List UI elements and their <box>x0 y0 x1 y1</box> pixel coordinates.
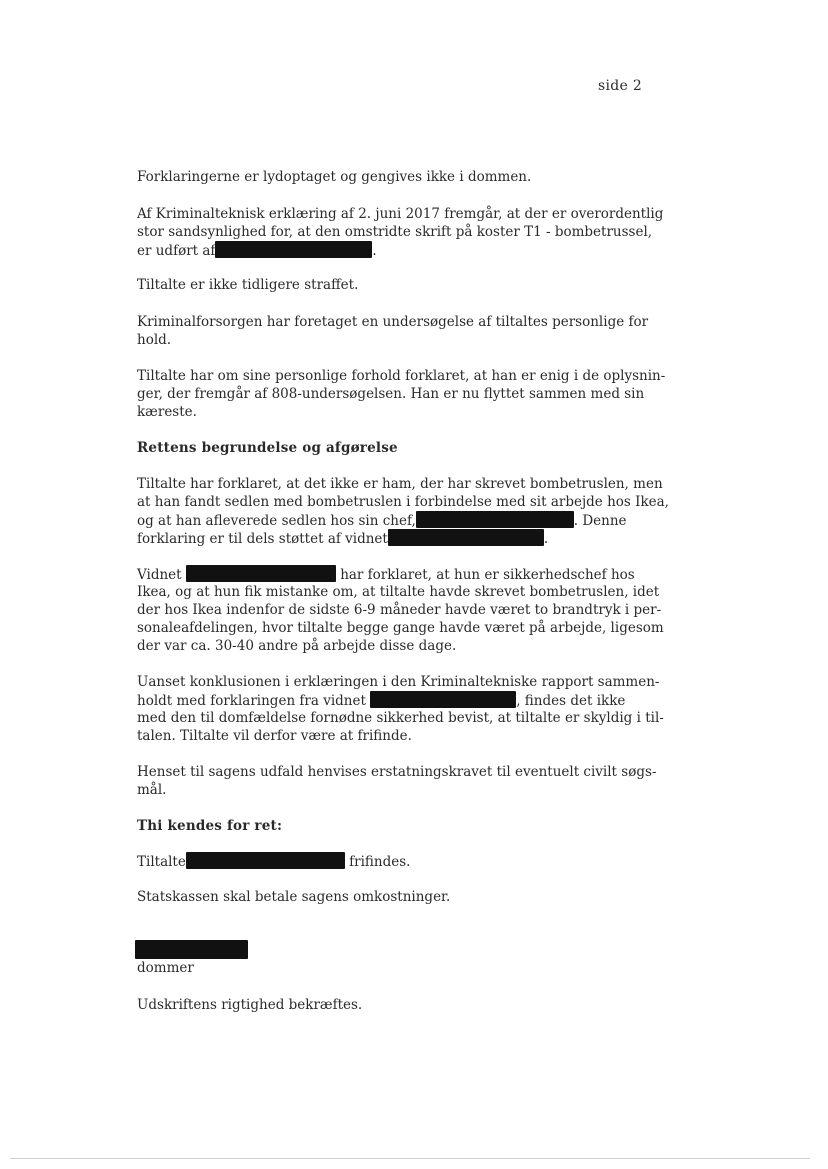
page-bottom-rule <box>10 1158 810 1159</box>
paragraph-personal-line-2: ger, der fremgår af 808-undersøgelsen. Han er nu flyttet sammen med sin <box>137 386 645 402</box>
text-segment: Tiltalte <box>137 854 186 870</box>
paragraph-probation-line-1: Kriminalforsorgen har foretaget en undersøgelse af tiltaltes personlige for <box>137 314 649 330</box>
text-segment: og at han afleverede sedlen hos sin chef, <box>137 513 416 529</box>
paragraph-probation-line-2: hold. <box>137 332 172 348</box>
section-heading-reasons: Rettens begrundelse og afgørelse <box>137 440 398 456</box>
paragraph-forensic-line-2: stor sandsynlighed for, at den omstridte skrift på koster T1 - bombetrussel, <box>137 224 653 240</box>
paragraph-conclusion-line-2 <box>137 691 625 710</box>
text-segment: holdt med forklaringen fra vidnet <box>137 693 366 709</box>
paragraph-forensic-line-3 <box>137 241 377 260</box>
paragraph-personal-line-3: kæreste. <box>137 404 197 420</box>
paragraph-compensation-line-1: Henset til sagens udfald henvises erstatningskravet til eventuelt civilt søgs- <box>137 764 657 780</box>
paragraph-acquittal <box>137 852 410 871</box>
redaction-bar <box>370 691 516 708</box>
paragraph-witness-line-5: der var ca. 30-40 andre på arbejde disse dage. <box>137 638 457 654</box>
text-segment: forklaring er til dels støttet af vidnet <box>137 531 388 547</box>
text-segment: . Denne <box>573 513 627 529</box>
text-segment: Vidnet <box>137 567 182 583</box>
text-segment: har forklaret, at hun er sikkerhedschef hos <box>340 567 635 583</box>
text-segment: , findes det ikke <box>516 693 626 709</box>
paragraph-compensation-line-2: mål. <box>137 782 167 798</box>
paragraph-defendant-line-4 <box>137 529 548 548</box>
paragraph-conclusion-line-1: Uanset konklusionen i erklæringen i den Kriminaltekniske rapport sammen- <box>137 674 660 690</box>
redaction-bar <box>186 565 336 582</box>
paragraph-conclusion-line-4: talen. Tiltalte vil derfor være at frifinde. <box>137 728 412 744</box>
page-number: side 2 <box>598 78 643 94</box>
signature-redaction-bar <box>135 940 248 959</box>
paragraph-defendant-line-2: at han fandt sedlen med bombetruslen i forbindelse med sit arbejde hos Ikea, <box>137 494 669 510</box>
redaction-bar <box>215 241 372 258</box>
paragraph-personal-line-1: Tiltalte har om sine personlige forhold forklaret, at han er enig i de oplysnin- <box>137 368 666 384</box>
paragraph-witness-line-3: der hos Ikea indenfor de sidste 6-9 måneder havde været to brandtryk i per- <box>137 602 662 618</box>
paragraph-no-record: Tiltalte er ikke tidligere straffet. <box>137 277 359 293</box>
text-segment: . <box>372 243 377 259</box>
text-segment: frifindes. <box>349 854 411 870</box>
paragraph-conclusion-line-3: med den til domfældelse fornødne sikkerhed bevist, at tiltalte er skyldig i til- <box>137 710 664 726</box>
paragraph-witness-line-1 <box>137 565 635 584</box>
redaction-bar <box>186 852 345 869</box>
signature-title: dommer <box>137 960 194 976</box>
paragraph-forensic-line-1: Af Kriminalteknisk erklæring af 2. juni 2017 fremgår, at der er overordentlig <box>137 206 664 222</box>
paragraph-certification: Udskriftens rigtighed bekræftes. <box>137 997 363 1013</box>
redaction-bar <box>416 511 574 528</box>
paragraph-witness-line-4: sonaleafdelingen, hvor tiltalte begge gange havde været på arbejde, ligesom <box>137 620 664 636</box>
paragraph-defendant-line-1: Tiltalte har forklaret, at det ikke er ham, der har skrevet bombetruslen, men <box>137 476 663 492</box>
paragraph-costs: Statskassen skal betale sagens omkostninger. <box>137 889 451 905</box>
paragraph-witness-line-2: Ikea, og at hun fik mistanke om, at tiltalte havde skrevet bombetruslen, idet <box>137 584 660 600</box>
section-heading-verdict: Thi kendes for ret: <box>137 818 283 834</box>
redaction-bar <box>388 529 544 546</box>
paragraph-recordings: Forklaringerne er lydoptaget og gengives ikke i dommen. <box>137 169 532 185</box>
text-segment: . <box>543 531 549 547</box>
text-segment: er udført af <box>137 243 216 259</box>
paragraph-defendant-line-3 <box>137 511 627 530</box>
